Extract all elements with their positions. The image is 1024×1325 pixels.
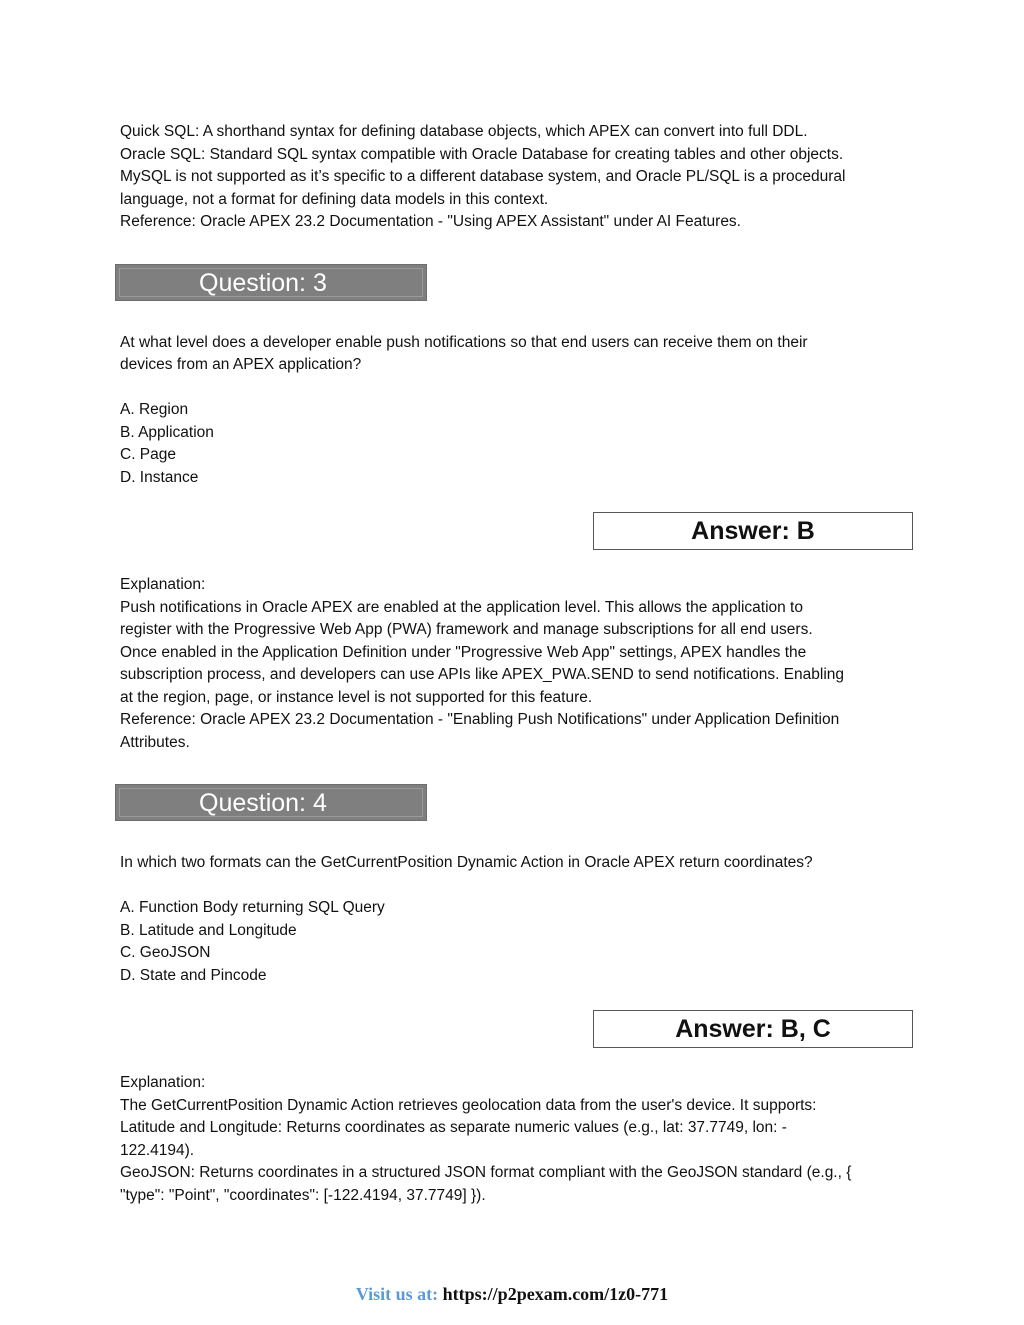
- question-title: Question: 4: [199, 789, 327, 817]
- question-4-explanation: [120, 1072, 915, 1207]
- website-link[interactable]: https://p2pexam.com/1z0-771: [442, 1284, 669, 1304]
- text-line: language, not a format for defining data models in this context.: [120, 190, 549, 208]
- question-4-options: [120, 897, 915, 987]
- text-line: Oracle SQL: Standard SQL syntax compatible with Oracle Database for creating tables and other objects.: [120, 145, 844, 163]
- text-line: register with the Progressive Web App (PWA) framework and manage subscriptions for all end users.: [120, 621, 813, 638]
- question-3-options: [120, 399, 915, 489]
- text-line: Quick SQL: A shorthand syntax for defining database objects, which APEX can convert into full DDL.: [120, 123, 808, 140]
- explanation-heading: Explanation:: [120, 1074, 206, 1091]
- page-footer: [0, 1283, 1024, 1305]
- text-line: In which two formats can the GetCurrentPosition Dynamic Action in Oracle APEX return coordinates?: [120, 854, 813, 871]
- question-3-explanation: [120, 574, 915, 754]
- option-a: A. Function Body returning SQL Query: [120, 899, 385, 916]
- question-4-banner: [115, 784, 427, 821]
- text-line: 122.4194).: [120, 1141, 195, 1159]
- document-body: [120, 121, 915, 1207]
- option-c: C. Page: [120, 446, 177, 463]
- option-b: B. Latitude and Longitude: [120, 921, 297, 939]
- answer-box: Answer: B: [593, 512, 913, 550]
- question-4-text: [120, 852, 915, 875]
- intro-paragraph: [120, 121, 915, 234]
- text-line: "type": "Point", "coordinates": [-122.4194, 37.7749] }).: [120, 1186, 486, 1204]
- text-line: The GetCurrentPosition Dynamic Action retrieves geolocation data from the user's device. It supports:: [120, 1096, 817, 1114]
- text-line: devices from an APEX application?: [120, 356, 362, 373]
- question-3-banner: [115, 264, 427, 301]
- text-line: MySQL is not supported as it’s specific to a different database system, and Oracle PL/SQL is a procedural: [120, 168, 846, 185]
- option-d: D. State and Pincode: [120, 966, 267, 984]
- explanation-heading: Explanation:: [120, 576, 206, 593]
- text-line: at the region, page, or instance level is not supported for this feature.: [120, 688, 593, 706]
- option-c: C. GeoJSON: [120, 944, 211, 961]
- text-line: Attributes.: [120, 733, 190, 751]
- option-d: D. Instance: [120, 468, 199, 486]
- text-line: Push notifications in Oracle APEX are enabled at the application level. This allows the application to: [120, 598, 803, 616]
- question-title: Question: 3: [199, 268, 327, 297]
- text-line: GeoJSON: Returns coordinates in a structured JSON format compliant with the GeoJSON standard (e.g., {: [120, 1164, 852, 1181]
- option-a: A. Region: [120, 401, 189, 418]
- text-line: Once enabled in the Application Definition under "Progressive Web App" settings, APEX handles the: [120, 643, 807, 661]
- option-b: B. Application: [120, 423, 214, 441]
- text-line: Latitude and Longitude: Returns coordinates as separate numeric values (e.g., lat: 37.7749, lon: -: [120, 1119, 787, 1136]
- reference-line: Reference: Oracle APEX 23.2 Documentation - "Using APEX Assistant" under AI Features.: [120, 213, 741, 230]
- text-line: subscription process, and developers can use APIs like APEX_PWA.SEND to send notifications. Enabling: [120, 666, 845, 683]
- visit-label: Visit us at:: [355, 1284, 439, 1304]
- answer-box: Answer: B, C: [593, 1010, 913, 1048]
- question-3-text: [120, 332, 915, 377]
- reference-line: Reference: Oracle APEX 23.2 Documentation - "Enabling Push Notifications" under Application Definition: [120, 711, 840, 728]
- text-line: At what level does a developer enable push notifications so that end users can receive them on their: [120, 333, 808, 351]
